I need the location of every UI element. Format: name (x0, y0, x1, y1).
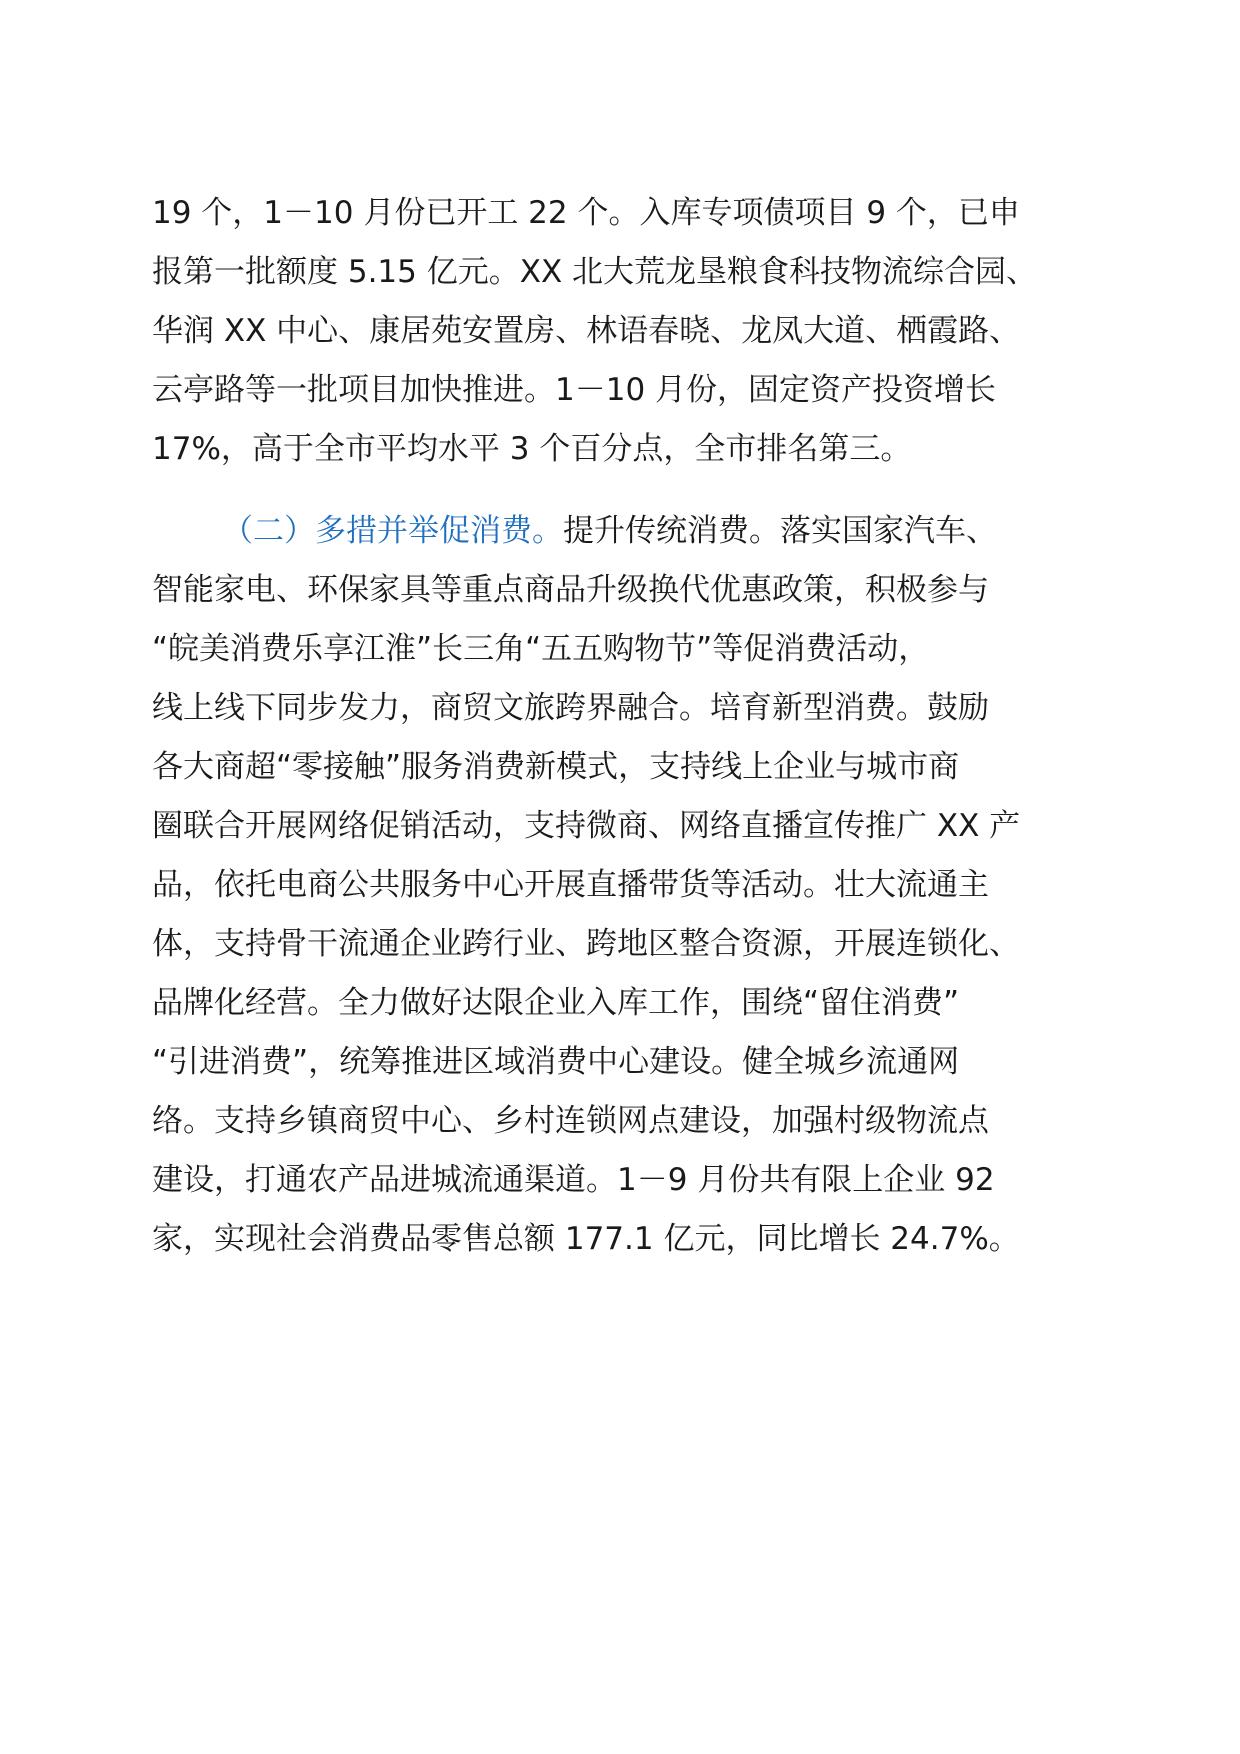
paragraph-line: 19 个，1－10 月份已开工 22 个。入库专项债项目 9 个，已申 (152, 195, 1020, 231)
paragraph-line: 线上线下同步发力，商贸文旅跨界融合。培育新型消费。鼓励 (152, 690, 989, 726)
paragraph-line: 云亭路等一批项目加快推进。1－10 月份，固定资产投资增长 (152, 372, 997, 408)
paragraph-line: 华润 XX 中心、康居苑安置房、林语春晓、龙凤大道、栖霞路、 (152, 313, 1021, 349)
section-heading: （二）多措并举促消费。 (222, 513, 563, 549)
paragraph-line: 体，支持骨干流通企业跨行业、跨地区整合资源，开展连锁化、 (152, 926, 1020, 962)
paragraph-line: 各大商超“零接触”服务消费新模式，支持线上企业与城市商 (152, 749, 960, 785)
paragraph-line: 家，实现社会消费品零售总额 177.1 亿元，同比增长 24.7%。 (152, 1221, 1020, 1257)
paragraph-line: 络。支持乡镇商贸中心、乡村连锁网点建设，加强村级物流点 (152, 1103, 989, 1139)
paragraph-line: “引进消费”，统筹推进区域消费中心建设。健全城乡流通网 (152, 1044, 960, 1080)
paragraph-line: 圈联合开展网络促销活动，支持微商、网络直播宣传推广 XX 产 (152, 808, 1021, 844)
paragraph-line: 报第一批额度 5.15 亿元。XX 北大荒龙垦粮食科技物流综合园、 (152, 254, 1038, 290)
paragraph-line: 建设，打通农产品进城流通渠道。1－9 月份共有限上企业 92 (152, 1162, 995, 1198)
paragraph-line: 品，依托电商公共服务中心开展直播带货等活动。壮大流通主 (152, 867, 989, 903)
section-first-line (222, 511, 997, 551)
paragraph-line: 17%，高于全市平均水平 3 个百分点，全市排名第三。 (152, 431, 912, 467)
paragraph-line: 品牌化经营。全力做好达限企业入库工作，围绕“留住消费” (152, 985, 960, 1021)
paragraph-line: “皖美消费乐享江淮”长三角“五五购物节”等促消费活动， (152, 631, 930, 667)
section-first-line-text: 提升传统消费。落实国家汽车、 (563, 513, 997, 549)
paragraph-line: 智能家电、环保家具等重点商品升级换代优惠政策，积极参与 (152, 572, 989, 608)
